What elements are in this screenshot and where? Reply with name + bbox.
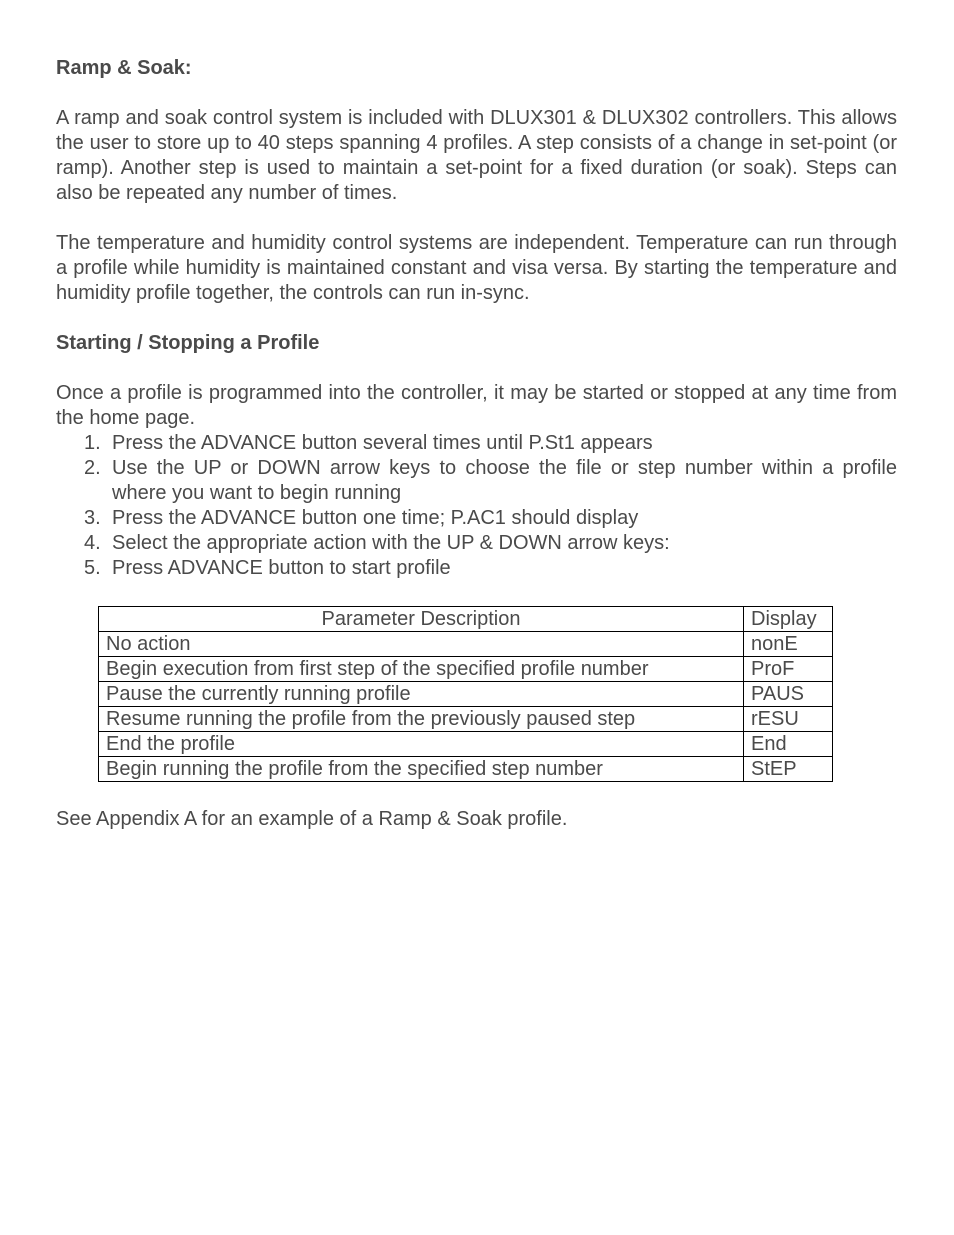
step-text: Press the ADVANCE button several times until P.St1 appears [112, 432, 653, 454]
subsection-title: Starting / Stopping a Profile [56, 332, 320, 354]
step-text: Select the appropriate action with the UP & DOWN arrow keys: [112, 532, 670, 554]
cell-display: nonE [744, 632, 833, 657]
cell-display: End [744, 732, 833, 757]
spacer [56, 356, 897, 381]
list-item [56, 431, 897, 456]
document-page [56, 56, 897, 832]
footer-note: See Appendix A for an example of a Ramp & Soak profile. [56, 808, 568, 830]
table-header-row [99, 607, 833, 632]
header-description: Parameter Description [99, 607, 744, 632]
intro-paragraph: A ramp and soak control system is included with DLUX301 & DLUX302 controllers. This allows the user to store up to 40 steps spanning 4 profiles. A step consists of a change in set-point (or ramp). Another step is used to maintain a set-point for a fixed duration (or soak). Steps can also be repeated any number of times. [56, 107, 897, 204]
table-row [99, 632, 833, 657]
step-text: Use the UP or DOWN arrow keys to choose the file or step number within a profile where you want to begin running [112, 457, 897, 504]
list-item [56, 506, 897, 531]
cell-display: PAUS [744, 682, 833, 707]
cell-description: No action [99, 632, 744, 657]
spacer [56, 306, 897, 331]
cell-display: rESU [744, 707, 833, 732]
table-row [99, 707, 833, 732]
step-text: Press ADVANCE button to start profile [112, 557, 451, 579]
subsection-intro: Once a profile is programmed into the controller, it may be started or stopped at any time from the home page. [56, 382, 897, 429]
step-number: 3. [84, 507, 101, 529]
step-number: 2. [84, 457, 101, 479]
cell-description: Pause the currently running profile [99, 682, 744, 707]
list-item [56, 531, 897, 556]
step-number: 5. [84, 557, 101, 579]
table-row [99, 732, 833, 757]
step-number: 4. [84, 532, 101, 554]
parameter-table [98, 606, 833, 782]
table-row [99, 682, 833, 707]
spacer [56, 206, 897, 231]
list-item [56, 456, 897, 506]
section-title: Ramp & Soak: [56, 57, 192, 79]
cell-description: Resume running the profile from the previously paused step [99, 707, 744, 732]
spacer [56, 581, 897, 606]
cell-description: Begin execution from first step of the specified profile number [99, 657, 744, 682]
spacer [56, 782, 897, 807]
step-number: 1. [84, 432, 101, 454]
cell-display: ProF [744, 657, 833, 682]
table-row [99, 757, 833, 782]
spacer [56, 81, 897, 106]
table-row [99, 657, 833, 682]
cell-display: StEP [744, 757, 833, 782]
steps-list [56, 431, 897, 581]
cell-description: Begin running the profile from the specified step number [99, 757, 744, 782]
cell-description: End the profile [99, 732, 744, 757]
intro-paragraph: The temperature and humidity control systems are independent. Temperature can run through a profile while humidity is maintained constant and visa versa. By starting the temperature and humidity profile together, the controls can run in-sync. [56, 232, 897, 304]
header-display: Display [744, 607, 833, 632]
step-text: Press the ADVANCE button one time; P.AC1 should display [112, 507, 639, 529]
list-item [56, 556, 897, 581]
